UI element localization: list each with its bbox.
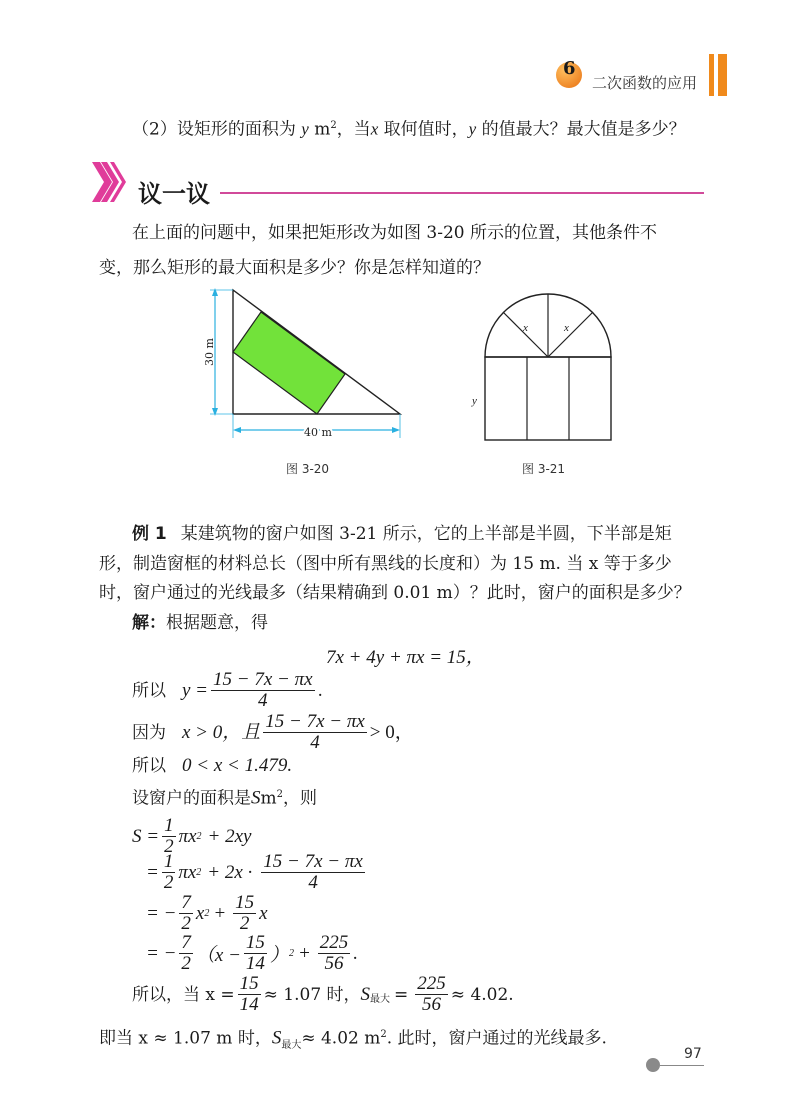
header-bar-1	[709, 54, 714, 96]
area-intro-line: 设窗户的面积是Sm$^2$，则	[132, 787, 317, 809]
height-label: 30 m	[203, 338, 216, 366]
conclusion-line-1: 所以，当 x = $\frac{15}{14}$ ≈ 1.07 时， S $_{最大}$ = $\frac{225}{56}$ ≈ 4.02.	[132, 973, 514, 1015]
y-label: y	[472, 395, 477, 407]
window-rectangle	[485, 357, 611, 440]
footer-rule	[660, 1065, 704, 1066]
figure-3-21-caption: 图 3-21	[522, 462, 566, 476]
chapter-number: 6	[563, 58, 576, 79]
header-bar-2	[718, 54, 727, 96]
discuss-line-1: 在上面的问题中，如果把矩形改为如图 3-20 所示的位置，其他条件不	[132, 223, 657, 243]
figure-3-20	[200, 282, 420, 452]
area-step-1: S = $\frac{1}{2}$ πx 2 + 2xy	[132, 815, 252, 857]
example-line-3: 时，窗户通过的光线最多（结果精确到 0.01 m）？此时，窗户的面积是多少？	[99, 583, 691, 603]
solution-intro: 解：根据题意，得	[132, 613, 268, 633]
page-number: 97	[684, 1046, 702, 1062]
heading-rule	[220, 192, 704, 194]
conclusion-line-2: 即当 x ≈ 1.07 m 时，$S_{最大}\approx 4.02$ $m^2$. 此时，窗户通过的光线最多.	[99, 1027, 607, 1052]
example-label: 例 1	[132, 524, 167, 544]
area-step-4: = − $\frac{7}{2}$ （x − $\frac{15}{14}$ ） 2 + $\frac{225}{56}$ .	[146, 932, 359, 974]
discuss-line-2: 变，那么矩形的最大面积是多少？你是怎样知道的？	[99, 258, 490, 278]
example-line-2: 形，制造窗框的材料总长（图中所有黑线的长度和）为 15 m. 当 x 等于多少	[99, 554, 672, 574]
x-label-left: x	[523, 322, 528, 334]
condition-line: 因为 x > 0，且 $\frac{15 - 7x - \pi x}{4}$ > 0，	[132, 711, 414, 753]
area-step-2: = $\frac{1}{2}$ πx 2 + 2x · $\frac{15 - 7x - \pi x}{4}$	[146, 851, 363, 893]
range-line: 所以 0 < x < 1.479.	[132, 755, 293, 776]
question-2: （2）设矩形的面积为 y $m^2$，当x 取何值时，y 的值最大？最大值是多少？	[132, 119, 686, 140]
discuss-title: 议一议	[138, 180, 210, 208]
footer-dot	[646, 1058, 660, 1072]
inscribed-rectangle	[233, 312, 345, 414]
solution-label: 解：	[132, 613, 166, 633]
equation-1: 7x + 4y + πx = 15，	[326, 647, 485, 668]
example-line-1: 例 1 某建筑物的窗户如图 3-21 所示，它的上半部是半圆，下半部是矩	[132, 524, 672, 544]
figure-3-21	[465, 288, 625, 448]
y-expression: 所以 y = $\frac{15 - 7x - \pi x}{4}$ .	[132, 669, 323, 711]
area-step-3: = − $\frac{7}{2}$ x 2 + $\frac{15}{2}$ x	[146, 892, 268, 934]
chevron-arrows-icon	[92, 162, 136, 202]
figure-3-20-caption: 图 3-20	[286, 462, 330, 476]
x-label-right: x	[564, 322, 569, 334]
width-label: 40 m	[304, 426, 332, 439]
chapter-title: 二次函数的应用	[592, 74, 698, 92]
